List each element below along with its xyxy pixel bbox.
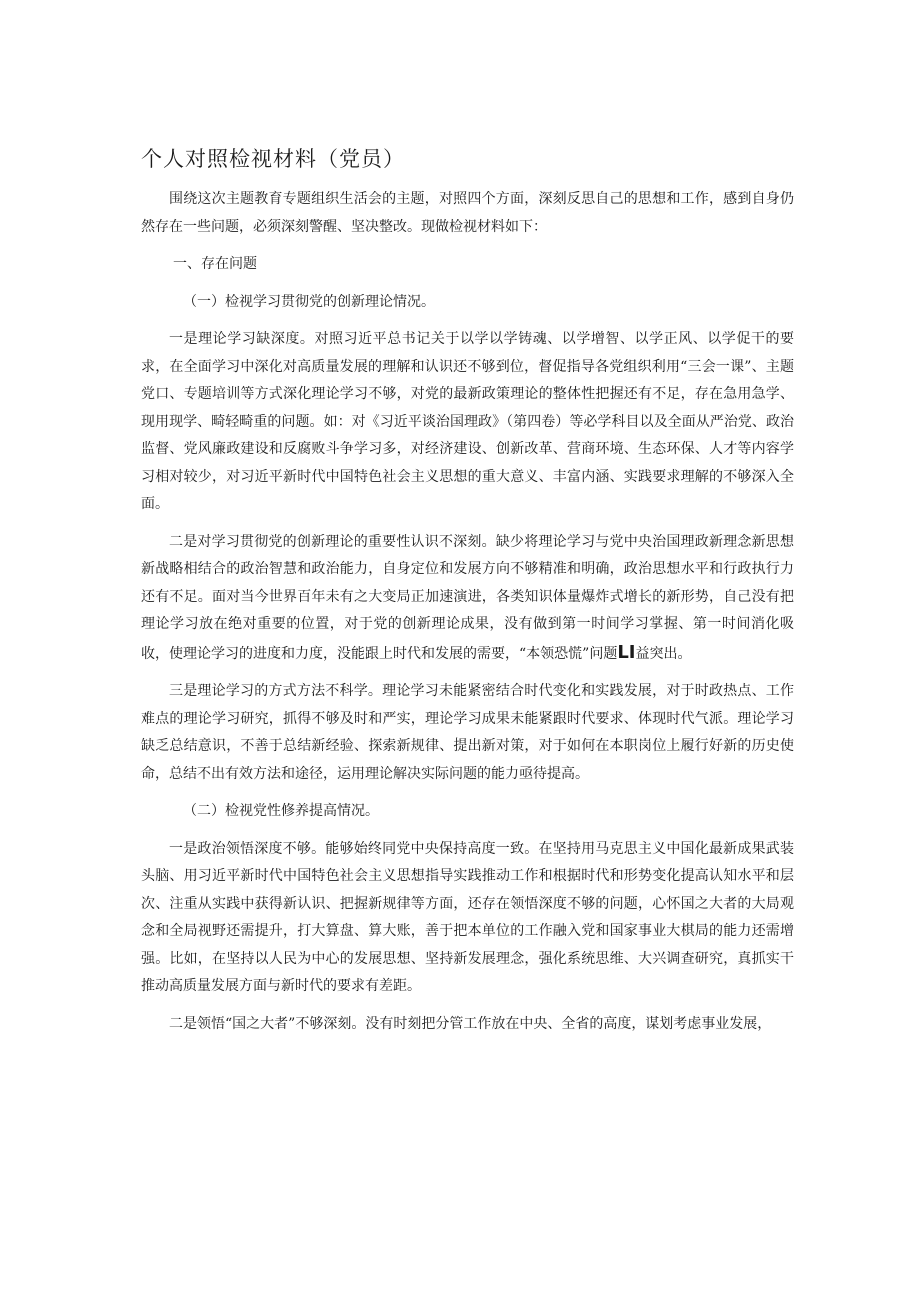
intro-paragraph: 围绕这次主题教育专题组织生活会的主题，对照四个方面，深刻反思自己的思想和工作，感到自身仍然存在一些问题，必须深刻警醒、坚决整改。现做检视材料如下： [141,191,794,235]
paragraph-national-priorities: 二是领悟“国之大者”不够深刻。没有时刻把分管工作放在中央、全省的高度，谋划考虑事业发展， [169,1015,772,1032]
paragraph-text-end: 益突出。 [635,645,692,662]
ocr-artifact-text: LI [617,641,636,663]
document-title: 个人对照检视材料（党员） [141,147,405,171]
paragraph-text: 二是对学习贯彻党的创新理论的重要性认识不深刻。缺少将理论学习与党中央治国理政新理念新思想新战略相结合的政治智慧和政治能力，自身定位和发展方向不够精准和明确，政治思想水平和行政执行力还有不足。面对当今世界百年未有之大变局正加速演进，各类知识体量爆炸式增长的新形势，自己没有把理论学习放在绝对重要的位置，对于党的创新理论成果，没有做到第一时间学习掌握、第一时间消化吸收，使理论学习的进度和力度，没能跟上时代和发展的需要，“本领恐慌”问题 [141,533,794,662]
paragraph-theory-importance [141,529,794,669]
paragraph-theory-method: 三是理论学习的方式方法不科学。理论学习未能紧密结合时代变化和实践发展，对于时政热点、工作难点的理论学习研究，抓得不够及时和严实，理论学习成果未能紧跟时代要求、体现时代气派。理论学习缺乏总结意识，不善于总结新经验、探索新规律、提出新对策，对于如何在本职岗位上履行好新的历史使命，总结不出有效方法和途径，运用理论解决实际问题的能力亟待提高。 [141,683,794,782]
subsection-heading-theory: （一）检视学习贯彻党的创新理论情况。 [183,293,435,310]
subsection-heading-party-spirit: （二）检视党性修养提高情况。 [183,803,379,819]
paragraph-political-insight: 一是政治领悟深度不够。能够始终同党中央保持高度一致。在坚持用马克思主义中国化最新成果武装头脑、用习近平新时代中国特色社会主义思想指导实践推动工作和根据时代和形势变化提高认知水平和层次、注重从实践中获得新认识、把握新规律等方面，还存在领悟深度不够的问题，心怀国之大者的大局观念和全局视野还需提升，打大算盘、算大账，善于把本单位的工作融入党和国家事业大棋局的能力还需增强。比如，在坚持以人民为中心的发展思想、坚持新发展理念，强化系统思维、大兴调查研究，真抓实干推动高质量发展方面与新时代的要求有差距。 [141,840,794,994]
section-heading-problems: 一、存在问题 [173,256,257,272]
paragraph-theory-depth: 一是理论学习缺深度。对照习近平总书记关于以学以学铸魂、以学增智、以学正风、以学促干的要求，在全面学习中深化对高质量发展的理解和认识还不够到位，督促指导各党组织利用“三会一课”、主题党口、专题培训等方式深化理论学习不够，对党的最新政策理论的整体性把握还有不足，存在急用急学、现用现学、畸轻畸重的问题。如：对《习近平谈治国理政》（第四卷）等必学科目以及全面从严治党、政治监督、党风廉政建设和反腐败斗争学习多，对经济建设、创新改革、营商环境、生态环保、人才等内容学习相对较少，对习近平新时代中国特色社会主义思想的重大意义、丰富内涵、实践要求理解的不够深入全面。 [141,331,794,512]
